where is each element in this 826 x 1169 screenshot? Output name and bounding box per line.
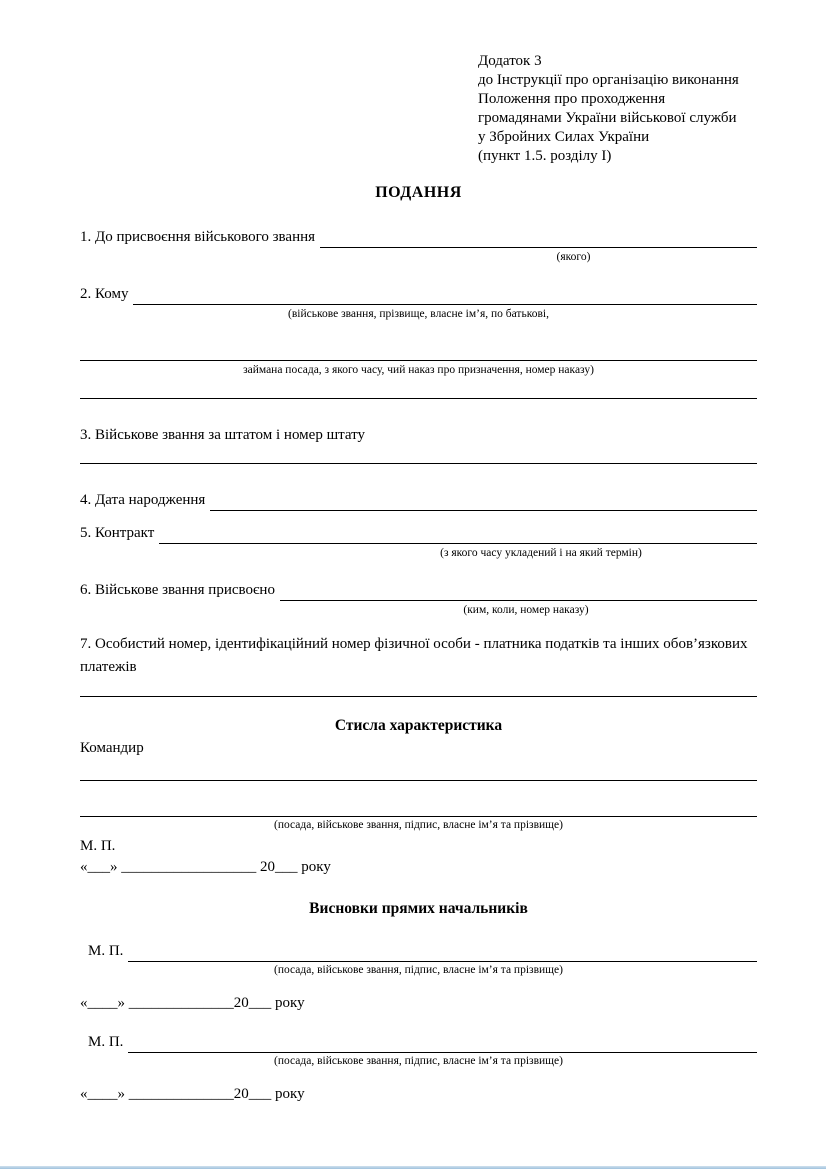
field-row-rank-to-assign — [80, 227, 757, 248]
appendix-header-line: (пункт 1.5. розділу І) — [478, 148, 612, 164]
field-hint: займана посада, з якого часу, чий наказ про призначення, номер наказу) — [243, 364, 594, 376]
date-line: «____» ______________20___ року — [80, 1086, 305, 1102]
appendix-header-line: Положення про проходження — [478, 91, 666, 107]
section-title-characteristic: Стисла характеристика — [334, 717, 503, 734]
appendix-header-line: Додаток 3 — [478, 53, 542, 69]
signature-hint: (посада, військове звання, підпис, власне ім’я та прізвище) — [274, 1055, 563, 1067]
field-label: 6. Військове звання присвоєно — [80, 582, 275, 598]
fill-line — [133, 287, 757, 305]
field-hint: (військове звання, прізвище, власне ім’я, по батькові, — [288, 308, 549, 320]
conclusion-block-2-stamp-row — [80, 1032, 757, 1053]
field-label: 2. Кому — [80, 286, 129, 302]
field-hint: (ким, коли, номер наказу) — [463, 604, 589, 616]
fill-line — [80, 343, 757, 361]
appendix-header — [478, 52, 757, 166]
fill-line — [210, 493, 757, 511]
field-hint: (з якого часу укладений і на який термін) — [440, 547, 642, 559]
field-label-personal-number: 7. Особистий номер, ідентифікаційний номер фізичної особи - платника податків та інших обов’язкових платежів — [80, 636, 748, 675]
field-row-rank-assigned — [80, 580, 757, 601]
field-label: 4. Дата народження — [80, 492, 206, 508]
fill-line — [280, 583, 757, 601]
field-hint: (якого) — [556, 251, 591, 263]
field-row-to-whom — [80, 284, 757, 305]
field-row-birth-date — [80, 490, 757, 511]
stamp-label: М. П. — [88, 1034, 124, 1050]
appendix-header-line: громадянами України військової служби — [478, 110, 737, 126]
signature-hint: (посада, військове звання, підпис, власне ім’я та прізвище) — [274, 964, 563, 976]
fill-line — [80, 681, 757, 697]
fill-line — [128, 1035, 757, 1053]
fill-line — [128, 944, 757, 962]
field-label-rank-by-staff: 3. Військове звання за штатом і номер штату — [80, 427, 365, 443]
fill-line — [320, 230, 757, 248]
appendix-header-line: у Збройних Силах України — [478, 129, 650, 145]
page-title: ПОДАННЯ — [375, 184, 462, 201]
commander-label: Командир — [80, 740, 144, 756]
fill-line — [80, 763, 757, 781]
fill-line — [80, 797, 757, 817]
fill-line — [80, 381, 757, 399]
conclusion-block-1-stamp-row — [80, 941, 757, 962]
appendix-header-line: до Інструкції про організацію виконання — [478, 72, 739, 88]
field-row-contract — [80, 523, 757, 544]
fill-line — [80, 448, 757, 464]
date-line: «___» __________________ 20___ року — [80, 859, 331, 875]
signature-hint: (посада, військове звання, підпис, власне ім’я та прізвище) — [274, 819, 563, 831]
field-label: 5. Контракт — [80, 525, 155, 541]
fill-line — [159, 526, 757, 544]
stamp-label: М. П. — [88, 943, 124, 959]
date-line: «____» ______________20___ року — [80, 995, 305, 1011]
stamp-label: М. П. — [80, 838, 116, 854]
section-title-conclusions: Висновки прямих начальників — [309, 900, 528, 917]
field-label: 1. До присвоєння військового звання — [80, 229, 316, 245]
